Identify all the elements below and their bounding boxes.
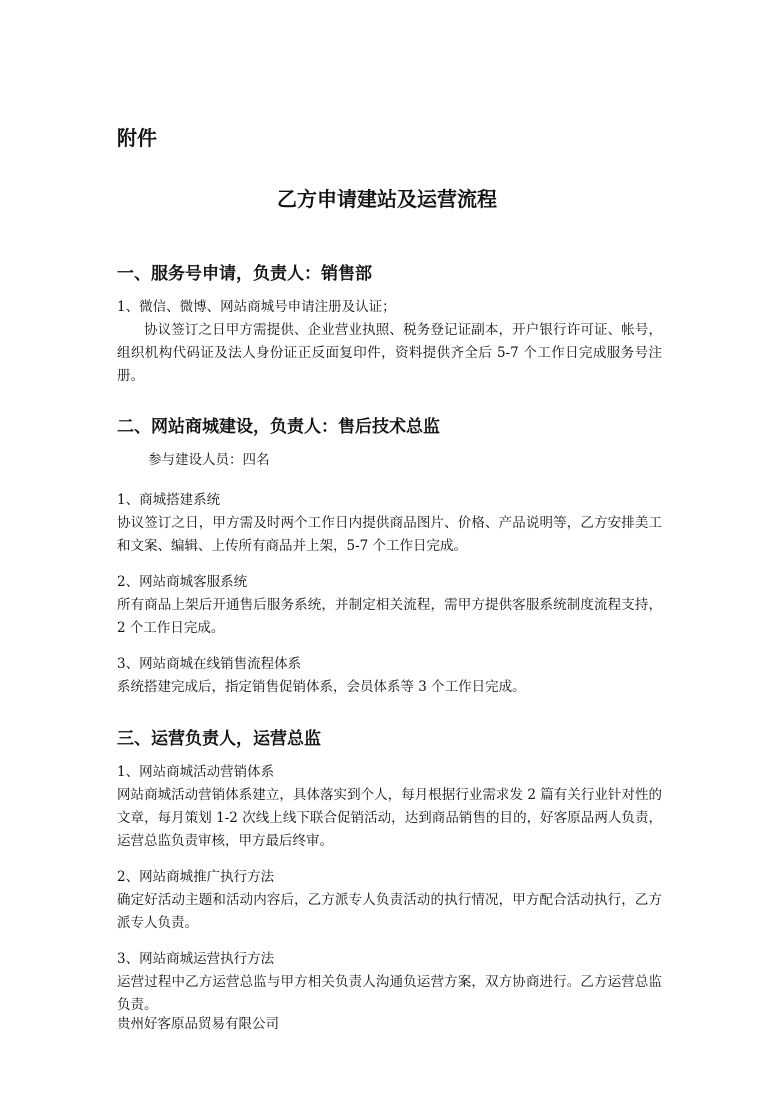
section-2-heading: 二、网站商城建设，负责人：售后技术总监 [117, 417, 440, 437]
section-3-item-2-title: 2、网站商城推广执行方法 [117, 869, 275, 885]
section-1-heading: 一、服务号申请，负责人：销售部 [117, 264, 372, 284]
section-2-item-3-title: 3、网站商城在线销售流程体系 [117, 656, 302, 672]
section-3-item-3-title: 3、网站商城运营执行方法 [117, 951, 275, 967]
section-1 [117, 262, 662, 388]
section-3-item-1-body: 网站商城活动营销体系建立，具体落实到个人，每月根据行业需求发 2 篇有关行业针对性的文章，每月策划 1-2 次线上线下联合促销活动，达到商品销售的目的，好客原品两人负责，运营总监负责审核，甲方最后终审。 [117, 787, 662, 849]
section-2-item-2-body: 所有商品上架后开通售后服务系统，并制定相关流程，需甲方提供客服系统制度流程支持，2 个工作日完成。 [117, 597, 662, 636]
section-3-item-3-body: 运营过程中乙方运营总监与甲方相关负责人沟通负运营方案，双方协商进行。乙方运营总监负责。 [117, 974, 662, 1013]
section-2-item-1-body: 协议签订之日，甲方需及时两个工作日内提供商品图片、价格、产品说明等，乙方安排美工和文案、编辑、上传所有商品并上架，5-7 个工作日完成。 [117, 515, 662, 554]
section-2-item-1-title: 1、商城搭建系统 [117, 492, 221, 508]
section-1-item-body: 协议签订之日甲方需提供、企业营业执照、税务登记证副本，开户银行许可证、帐号，组织机构代码证及法人身份证正反面复印件，资料提供齐全后 5-7 个工作日完成服务号注册。 [117, 322, 662, 384]
attachment-label: 附件 [117, 126, 157, 150]
section-3 [117, 727, 662, 1017]
company-footer: 贵州好客原品贸易有限公司 [117, 1016, 279, 1032]
section-3-item-1-title: 1、网站商城活动营销体系 [117, 764, 275, 780]
section-2-item-2-title: 2、网站商城客服系统 [117, 574, 248, 590]
section-3-item-2-body: 确定好活动主题和活动内容后，乙方派专人负责活动的执行情况，甲方配合活动执行，乙方派专人负责。 [117, 892, 662, 931]
section-2-item-3-body: 系统搭建完成后，指定销售促销体系，会员体系等 3 个工作日完成。 [117, 679, 526, 695]
section-2-staff: 参与建设人员：四名 [148, 452, 270, 468]
section-1-item-title: 1、微信、微博、网站商城号申请注册及认证； [117, 299, 396, 315]
section-3-heading: 三、运营负责人，运营总监 [117, 729, 321, 749]
document-title: 乙方申请建站及运营流程 [277, 187, 497, 211]
document-body [117, 262, 662, 1017]
section-2 [117, 415, 662, 699]
